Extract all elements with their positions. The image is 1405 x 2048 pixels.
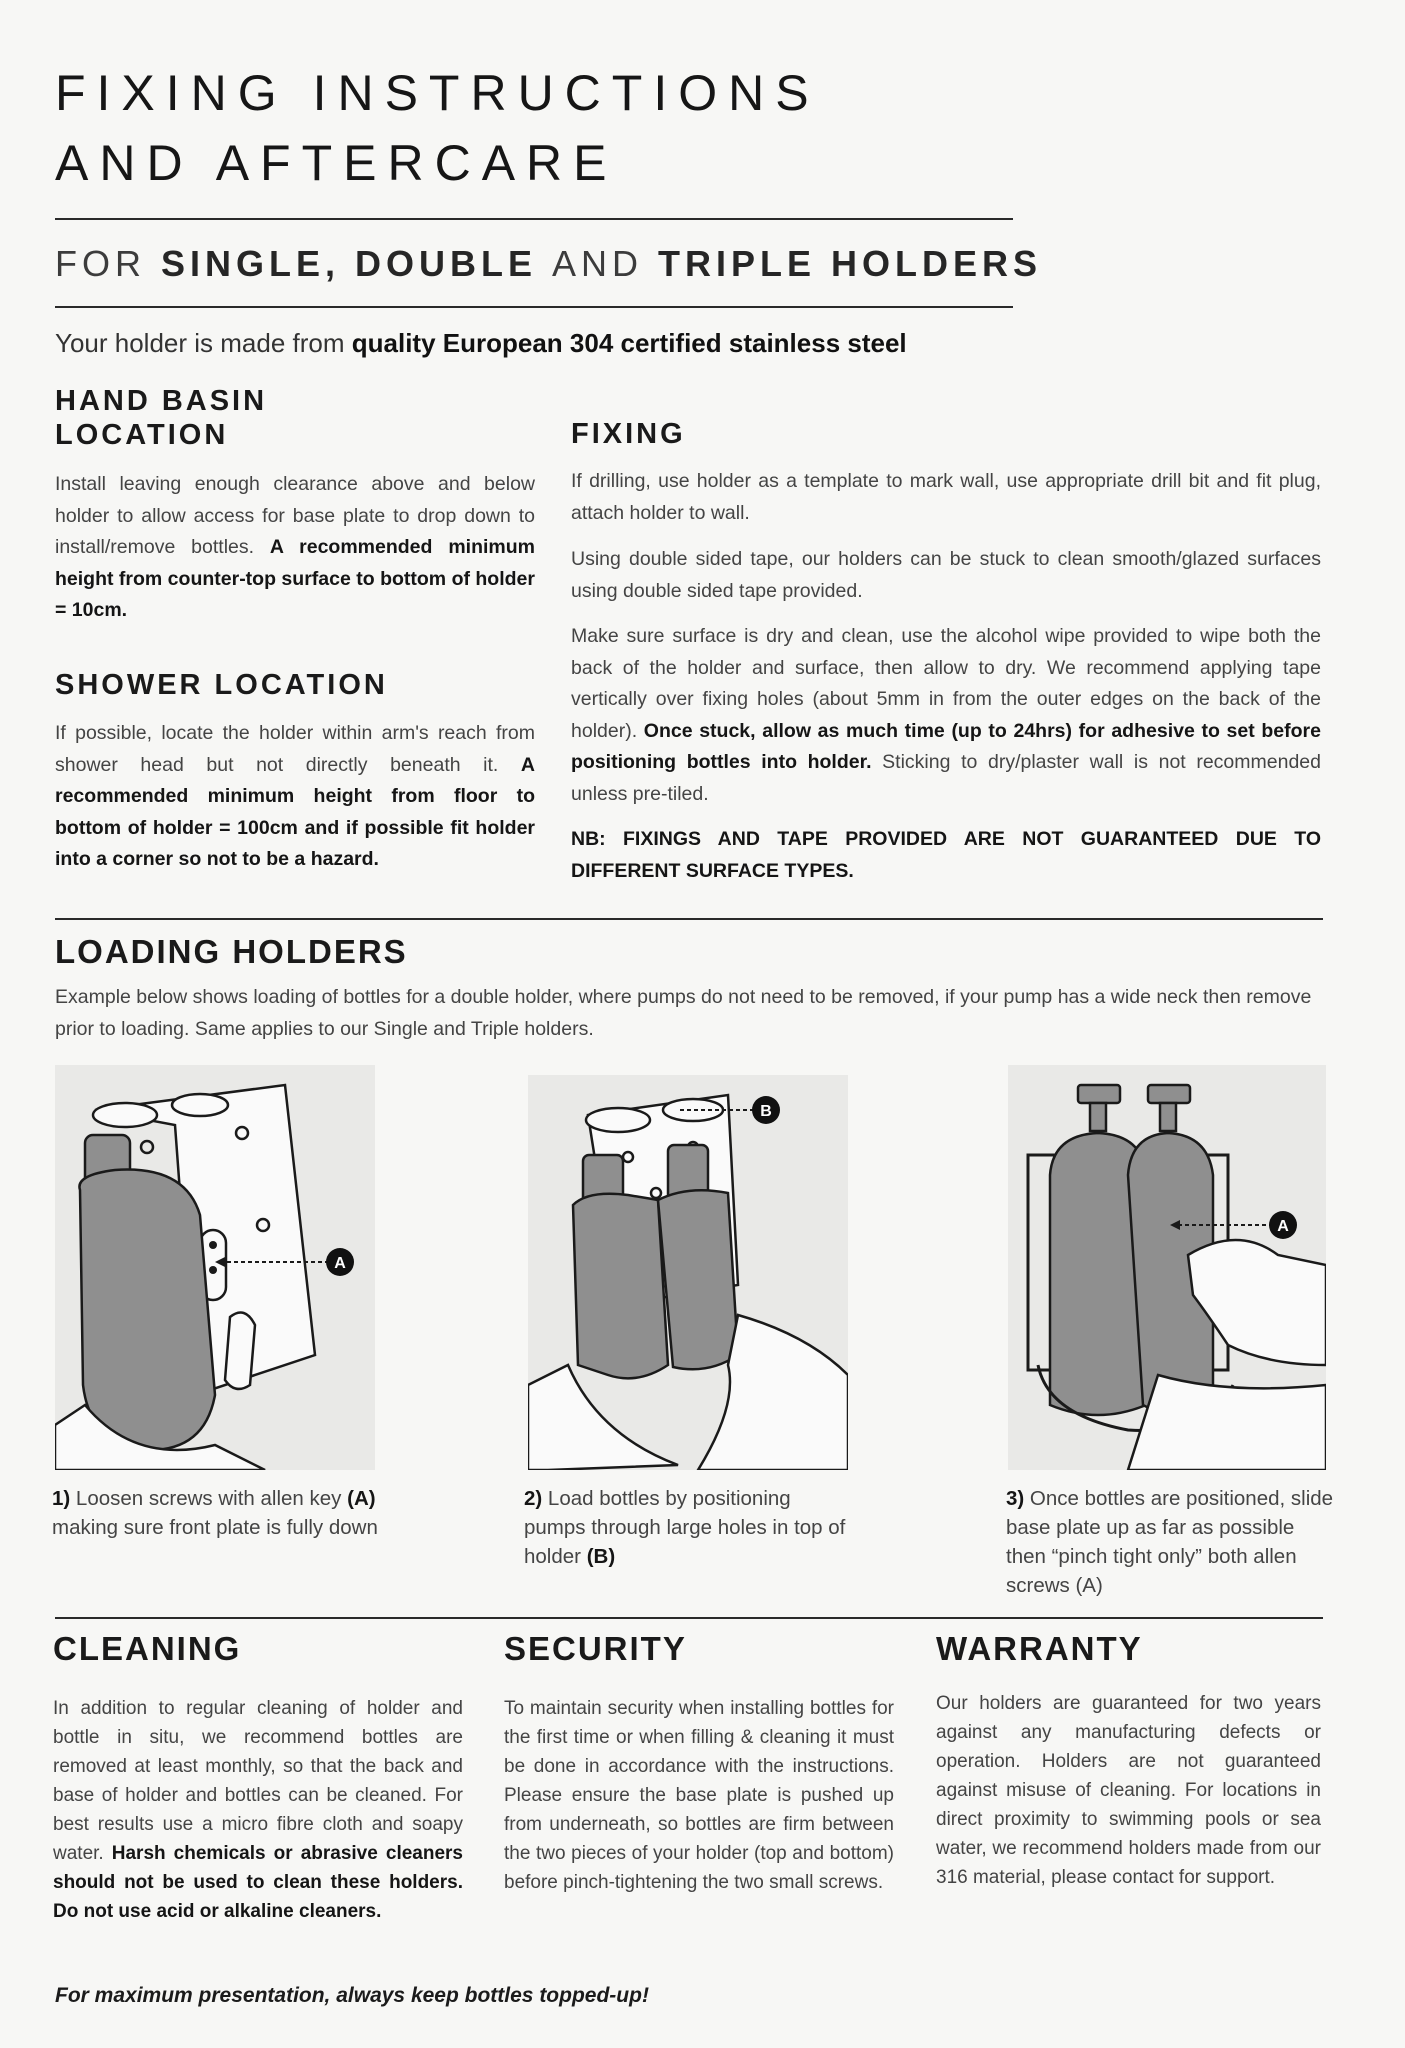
fixing-surface-body: Make sure surface is dry and clean, use the alcohol wipe provided to wipe both the back of the holder and surface, then allow to dry. We recommend applying tape vertically over fixing holes (about 5mm in from the outer edges on the back of the holder). [571, 625, 1321, 742]
cleaning-text [53, 1694, 463, 1926]
step-2-number: 2) [524, 1487, 543, 1510]
material-prefix: Your holder is made from [55, 328, 352, 358]
loading-intro: Example below shows loading of bottles for a double holder, where pumps do not need to be removed, if your pump has a wide neck then remove prior to loading. Same applies to our Single and Triple holders. [55, 986, 1312, 1040]
shower-text [55, 718, 535, 876]
step-3-callout: A [1277, 1218, 1289, 1235]
step-1-number: 1) [52, 1487, 71, 1510]
hand-basin-heading-line-1: HAND BASIN [55, 385, 268, 417]
fixing-surface-tail: Sticking to dry/plaster wall is not recommended unless pre-tiled. [571, 751, 1321, 805]
step-2-callout: B [760, 1103, 772, 1120]
cleaning-body: In addition to regular cleaning of holder and bottle in situ, we recommend bottles are removed at least monthly, so that the back and base of holder and bottles can be cleaned. For best results use a micro fibre cloth and soapy water. [53, 1698, 463, 1864]
step-1-callout: A [334, 1255, 346, 1272]
divider-bottom [55, 1617, 1323, 1619]
subtitle-for: FOR [55, 243, 161, 284]
subtitle-single-double: SINGLE, DOUBLE [161, 243, 553, 284]
security-text: To maintain security when installing bottles for the first time or when filling & cleaning it must be done in accordance with the instructions. Please ensure the base plate is pushed up from underneath, so bottles are firm between the two pieces of your holder (top and bottom) before pinch-tightening the two small screws. [504, 1698, 894, 1893]
step-1-illustration [55, 1065, 375, 1470]
shower-heading: SHOWER LOCATION [55, 669, 388, 701]
step-2-text: Load bottles by positioning pumps through large holes in top of holder [524, 1487, 846, 1568]
warranty-text: Our holders are guaranteed for two years against any manufacturing defects or operation. Holders are not guaranteed against misuse of cleaning. For locations in direct proximity to swimming pools or sea water, we recommend holders made from our 316 material, please contact for support. [936, 1693, 1321, 1888]
hand-basin-bold: A recommended minimum height from counter-top surface to bottom of holder = 10cm. [55, 536, 535, 621]
hand-basin-text [55, 469, 535, 627]
step-1-bold: (A) [347, 1487, 376, 1510]
step-3-illustration [1008, 1065, 1326, 1470]
shower-bold: A recommended minimum height from floor to bottom of holder = 100cm and if possible fit holder into a corner so not to be a hazard. [55, 753, 535, 870]
step-3-number: 3) [1006, 1487, 1025, 1510]
hand-basin-heading-line-2: LOCATION [55, 419, 229, 451]
divider-subtitle [55, 306, 1013, 308]
fixing-tape-text: Using double sided tape, our holders can be stuck to clean smooth/glazed surfaces using double sided tape provided. [571, 548, 1321, 602]
shower-body: If possible, locate the holder within arm's reach from shower head but not directly beneath it. [55, 722, 535, 776]
fixing-surface-text [571, 621, 1321, 810]
subtitle-and: AND [552, 243, 659, 284]
hand-basin-body: Install leaving enough clearance above and below holder to allow access for base plate to drop down to install/remove bottles. [55, 473, 535, 558]
step-3-text: Once bottles are positioned, slide base plate up as far as possible then “pinch tight only” both allen screws (A) [1006, 1487, 1334, 1597]
step-1-text-tail: making sure front plate is fully down [52, 1516, 378, 1539]
divider-top [55, 218, 1013, 220]
step-2-illustration [528, 1075, 848, 1470]
fixing-drilling-text: If drilling, use holder as a template to mark wall, use appropriate drill bit and fit plug, attach holder to wall. [571, 470, 1321, 524]
cleaning-heading: CLEANING [53, 1630, 242, 1667]
security-heading: SECURITY [504, 1630, 687, 1667]
page-title [55, 58, 820, 198]
fixing-nb-warning: NB: FIXINGS AND TAPE PROVIDED ARE NOT GUARANTEED DUE TO DIFFERENT SURFACE TYPES. [571, 828, 1321, 882]
step-1-text: Loosen screws with allen key [70, 1487, 348, 1510]
subtitle-triple-holders: TRIPLE HOLDERS [658, 243, 1043, 284]
step-2-bold: (B) [586, 1545, 616, 1568]
step-3-caption [1006, 1484, 1336, 1600]
subtitle [55, 243, 1042, 285]
title-line-1: FIXING INSTRUCTIONS [55, 65, 820, 121]
loading-heading: LOADING HOLDERS [55, 933, 408, 970]
hand-basin-heading [55, 384, 267, 452]
footer-note: For maximum presentation, always keep bottles topped-up! [55, 1984, 649, 2007]
warranty-heading: WARRANTY [936, 1630, 1143, 1667]
cleaning-bold: Harsh chemicals or abrasive cleaners should not be used to clean these holders. Do not use acid or alkaline cleaners. [53, 1843, 463, 1922]
divider-loading [55, 918, 1323, 920]
title-line-2: AND AFTERCARE [55, 135, 618, 191]
fixing-surface-bold: Once stuck, allow as much time (up to 24hrs) for adhesive to set before positioning bottles into holder. [571, 719, 1321, 773]
fixing-heading: FIXING [571, 418, 686, 450]
step-2-caption [524, 1484, 849, 1571]
material-statement [55, 328, 907, 359]
step-1-caption [52, 1484, 382, 1542]
material-bold: quality European 304 certified stainless steel [351, 328, 907, 358]
